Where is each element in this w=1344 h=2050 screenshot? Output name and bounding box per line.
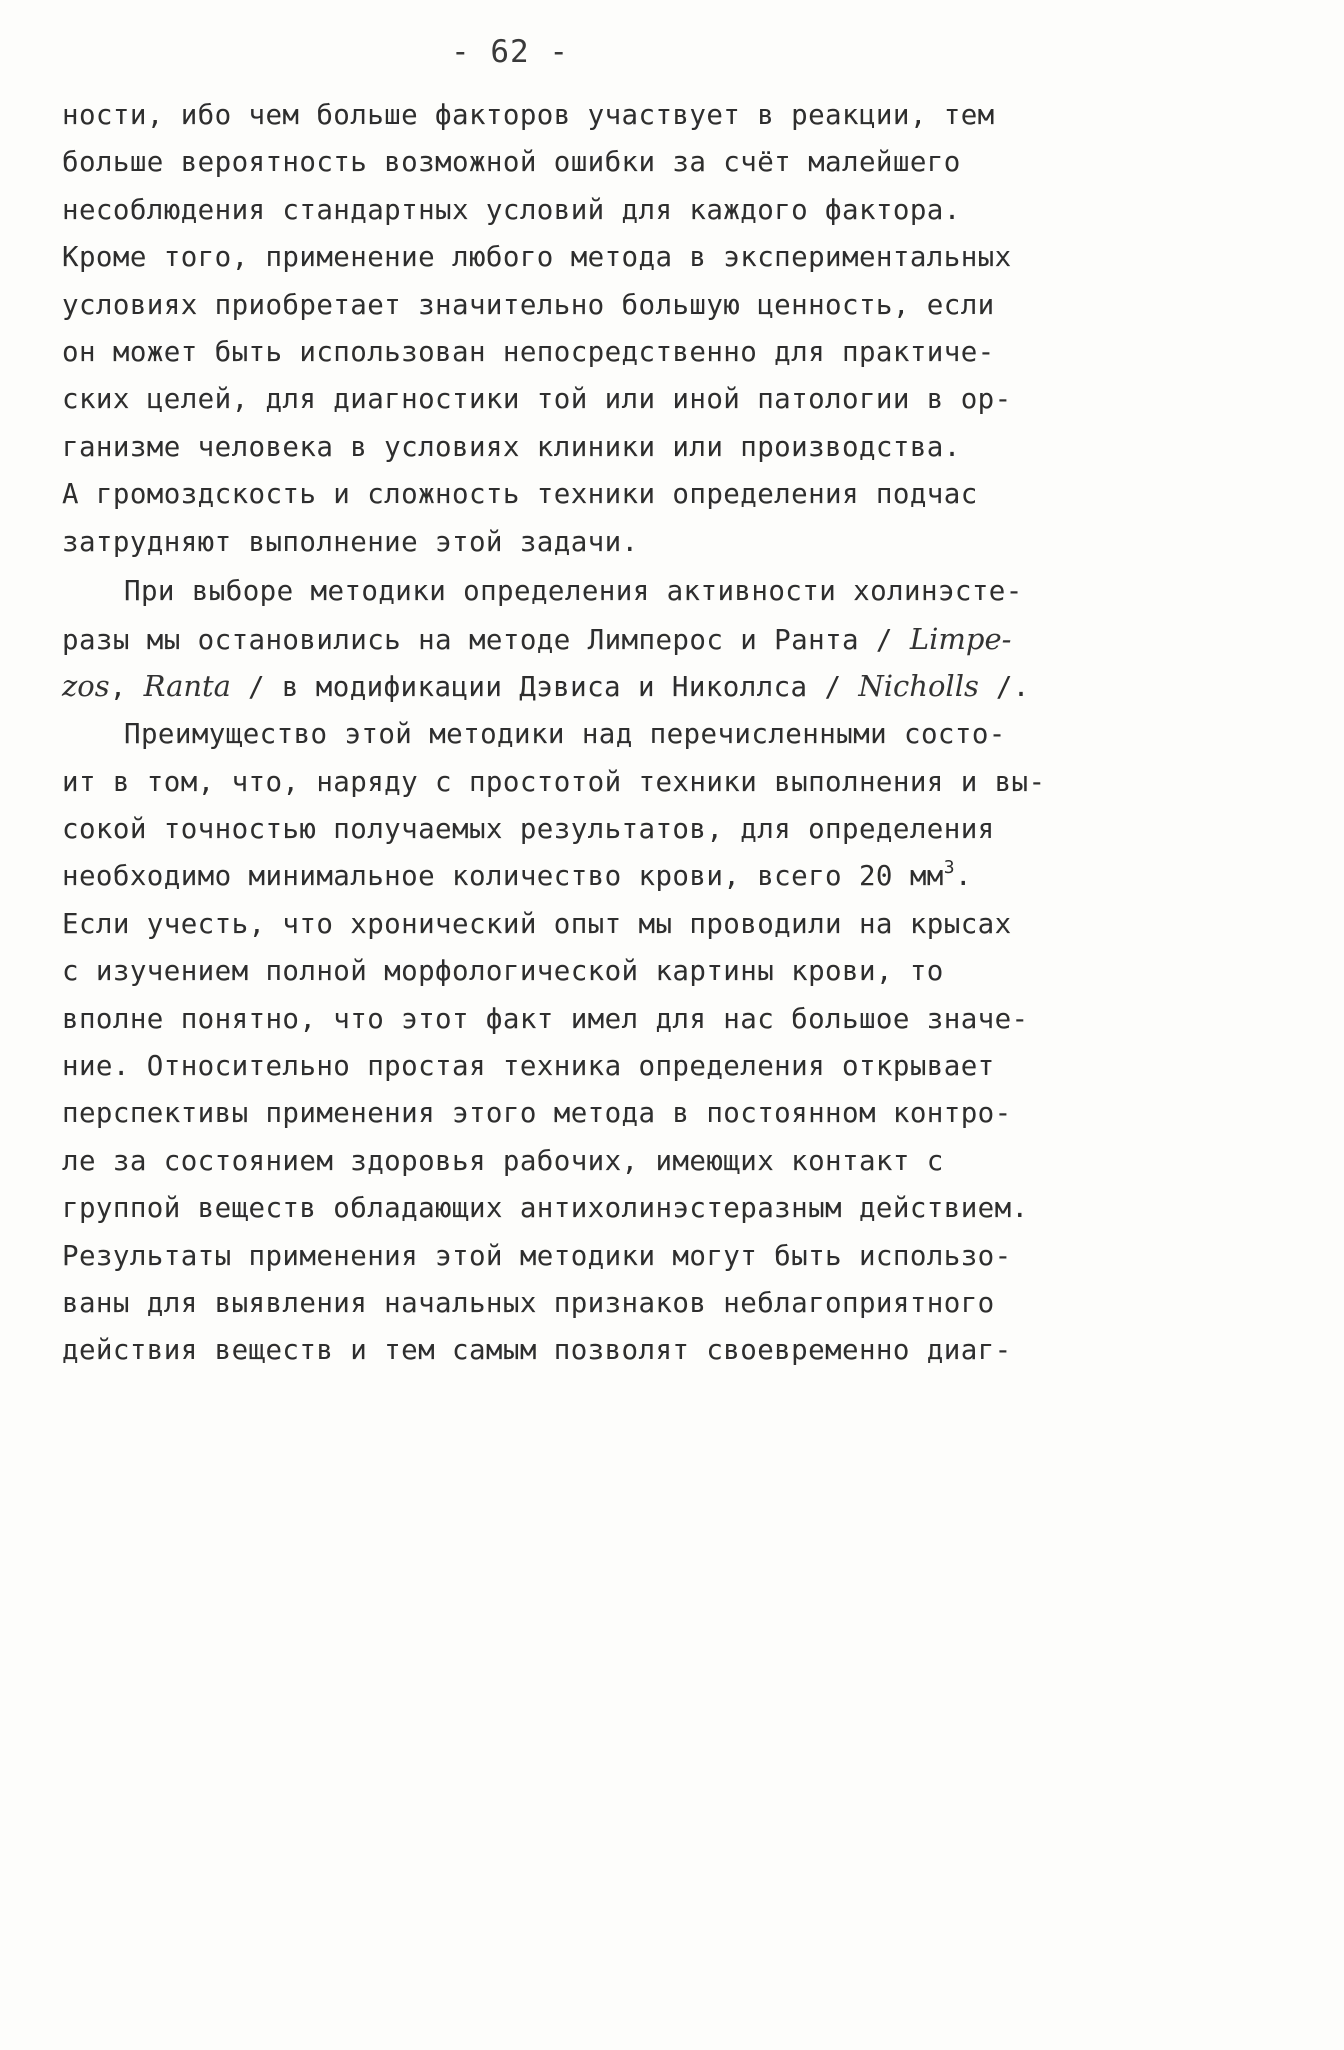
typed-fragment: , xyxy=(109,671,127,704)
handwritten-name: zos xyxy=(62,669,110,704)
text-line: действия веществ и тем самым позволят своевременно диаг- xyxy=(62,1334,1012,1367)
text-line: условиях приобретает значительно большую ценность, если xyxy=(62,288,995,321)
text-line: Результаты применения этой методики могут быть использо- xyxy=(62,1239,1012,1272)
typed-fragment: / в модификации Дэвиса и Николлса / xyxy=(247,671,842,704)
superscript: 3 xyxy=(943,857,955,879)
body-text xyxy=(62,99,1046,1385)
text-line-with-handwriting xyxy=(62,621,1045,672)
text-line: больше вероятность возможной ошибки за счёт малейшего xyxy=(62,146,961,179)
page-number: - 62 - xyxy=(451,34,569,70)
text-line: ганизме человека в условиях клиники или производства. xyxy=(62,430,961,463)
text-line: ских целей, для диагностики той или иной патологии в ор- xyxy=(62,383,1012,416)
text-line: с изучением полной морфологической картины крови, то xyxy=(62,955,944,988)
text-line: Преимущество этой методики над перечисленными состо- xyxy=(124,718,1006,751)
text-line: А громоздскость и сложность техники определения подчас xyxy=(62,478,978,511)
typed-fragment: разы мы остановились на методе Лимперос и Ранта / xyxy=(62,623,893,656)
handwritten-name: Ranta xyxy=(143,669,231,704)
typed-fragment: необходимо минимальное количество крови, всего 20 мм xyxy=(62,860,944,893)
text-line: ности, ибо чем больше факторов участвует в реакции, тем xyxy=(62,99,995,131)
text-line: ит в том, что, наряду с простотой техники выполнения и вы- xyxy=(62,765,1046,798)
text-line: затрудняют выполнение этой задачи. xyxy=(62,525,639,558)
typed-fragment: . xyxy=(954,860,972,893)
text-line: группой веществ обладающих антихолинэстеразным действием. xyxy=(62,1192,1029,1225)
handwritten-name: Limpe- xyxy=(909,621,1012,656)
text-line: сокой точностью получаемых результатов, для определения xyxy=(62,813,995,846)
text-line-with-handwriting xyxy=(62,669,1045,721)
text-line-with-superscript xyxy=(62,857,1045,910)
text-line: ваны для выявления начальных признаков неблагоприятного xyxy=(62,1286,995,1319)
handwritten-name: Nicholls xyxy=(858,669,979,704)
text-line: Если учесть, что хронический опыт мы проводили на крысах xyxy=(62,907,1012,940)
text-line: Кроме того, применение любого метода в экспериментальных xyxy=(62,241,1012,274)
text-line: несоблюдения стандартных условий для каждого фактора. xyxy=(62,193,961,226)
text-line: ние. Относительно простая техника определения открывает xyxy=(62,1050,995,1083)
typed-fragment: /. xyxy=(995,671,1030,704)
text-line: перспективы применения этого метода в постоянном контро- xyxy=(62,1097,1012,1130)
text-line: При выборе методики определения активности холинэсте- xyxy=(124,574,1023,607)
text-line: он может быть использован непосредственно для практиче- xyxy=(62,335,995,368)
text-line: вполне понятно, что этот факт имел для нас большое значе- xyxy=(62,1002,1029,1035)
text-line: ле за состоянием здоровья рабочих, имеющих контакт с xyxy=(62,1144,944,1177)
